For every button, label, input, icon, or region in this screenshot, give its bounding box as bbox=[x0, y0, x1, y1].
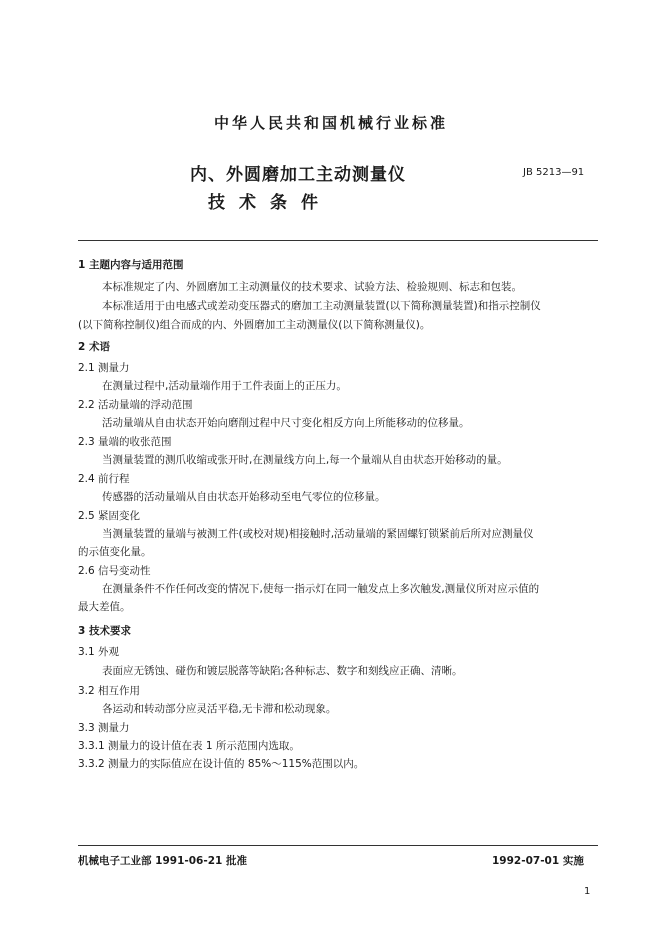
header-rule bbox=[78, 240, 598, 241]
req-3-3-1: 3.3.1 测量力的设计值在表 1 所示范围内选取。 bbox=[78, 740, 300, 752]
section-1-heading: 1 主题内容与适用范围 bbox=[78, 259, 184, 271]
term-2-6-title: 2.6 信号变动性 bbox=[78, 565, 151, 577]
standard-code: JB 5213—91 bbox=[523, 167, 585, 178]
footer-rule bbox=[78, 845, 598, 846]
effective-date: 1992-07-01 实施 bbox=[492, 855, 584, 867]
issuing-organization: 中华人民共和国机械行业标准 bbox=[213, 114, 448, 132]
term-2-3-title: 2.3 量端的收张范围 bbox=[78, 436, 172, 448]
term-2-2-body: 活动量端从自由状态开始向磨削过程中尺寸变化相反方向上所能移动的位移量。 bbox=[102, 417, 470, 429]
term-2-2-title: 2.2 活动量端的浮动范围 bbox=[78, 399, 193, 411]
term-2-5-body-line-2: 的示值变化量。 bbox=[78, 546, 152, 558]
term-2-6-body-line-1: 在测量条件不作任何改变的情况下,使每一指示灯在同一触发点上多次触发,测量仪所对应示值的 bbox=[102, 583, 540, 595]
section-1-paragraph-2-line-2: (以下简称控制仪)组合而成的内、外圆磨加工主动测量仪(以下简称测量仪)。 bbox=[78, 319, 431, 331]
term-2-5-title: 2.5 紧固变化 bbox=[78, 510, 141, 522]
req-3-2-title: 3.2 相互作用 bbox=[78, 685, 141, 697]
term-2-4-body: 传感器的活动量端从自由状态开始移动至电气零位的位移量。 bbox=[102, 491, 386, 503]
req-3-3-2: 3.3.2 测量力的实际值应在设计值的 85%～115%范围以内。 bbox=[78, 758, 365, 770]
section-1-paragraph-2-line-1: 本标准适用于由电感式或差动变压器式的磨加工主动测量装置(以下简称测量装置)和指示控制仪 bbox=[102, 300, 541, 312]
term-2-1-title: 2.1 测量力 bbox=[78, 362, 130, 374]
section-2-heading: 2 术语 bbox=[78, 341, 110, 353]
document-title: 内、外圆磨加工主动测量仪 bbox=[190, 165, 406, 185]
term-2-3-body: 当测量装置的测爪收缩或张开时,在测量线方向上,每一个量端从自由状态开始移动的量。 bbox=[102, 454, 508, 466]
req-3-1-title: 3.1 外观 bbox=[78, 646, 120, 658]
section-3-heading: 3 技术要求 bbox=[78, 625, 131, 637]
term-2-6-body-line-2: 最大差值。 bbox=[78, 601, 131, 613]
page-number: 1 bbox=[584, 886, 591, 897]
req-3-1-body: 表面应无锈蚀、碰伤和镀层脱落等缺陷;各种标志、数字和刻线应正确、清晰。 bbox=[102, 665, 463, 677]
approval-date: 机械电子工业部 1991-06-21 批准 bbox=[78, 855, 247, 867]
req-3-2-body: 各运动和转动部分应灵活平稳,无卡滞和松动现象。 bbox=[102, 703, 337, 715]
term-2-1-body: 在测量过程中,活动量端作用于工件表面上的正压力。 bbox=[102, 380, 347, 392]
document-subtitle: 技术条件 bbox=[208, 193, 332, 213]
section-1-paragraph-1: 本标准规定了内、外圆磨加工主动测量仪的技术要求、试验方法、检验规则、标志和包装。 bbox=[102, 281, 522, 293]
term-2-4-title: 2.4 前行程 bbox=[78, 473, 130, 485]
req-3-3-title: 3.3 测量力 bbox=[78, 722, 130, 734]
term-2-5-body-line-1: 当测量装置的量端与被测工件(或校对规)相接触时,活动量端的紧固螺钉锁紧前后所对应测量仪 bbox=[102, 528, 534, 540]
